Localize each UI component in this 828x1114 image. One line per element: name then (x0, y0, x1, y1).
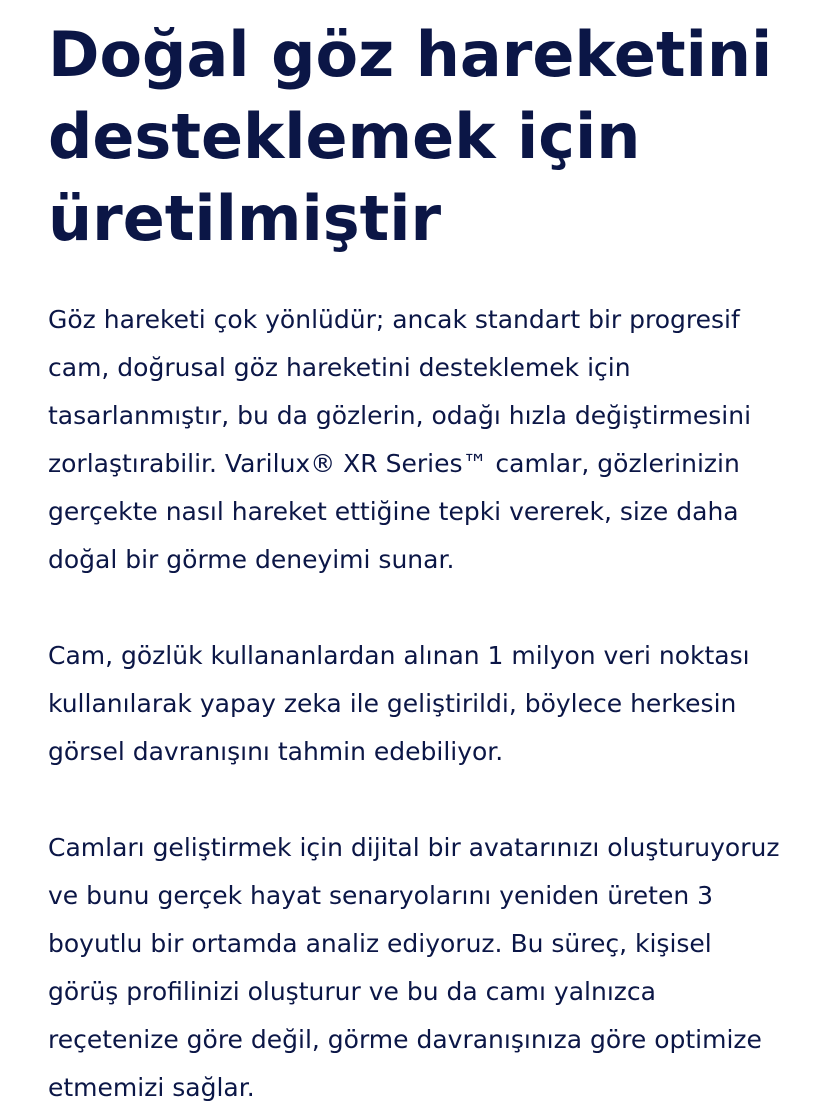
paragraph-digital-avatar: Camları geliştirmek için dijital bir avatarınızı oluşturuyoruz ve bunu gerçek hayat senaryolarını yeniden üreten 3 boyutlu bir ortamda analiz ediyoruz. Bu süreç, kişisel görüş profilinizi oluşturur ve bu da camı yalnızca reçetenize göre değil, görme davranışınıza göre optimize etmemizi sağlar. (48, 833, 780, 1102)
article-section (48, 14, 788, 1112)
paragraph-ai-development: Cam, gözlük kullananlardan alınan 1 milyon veri noktası kullanılarak yapay zeka ile geliştirildi, böylece herkesin görsel davranışını tahmin edebiliyor. (48, 641, 750, 766)
article-body (48, 296, 788, 1112)
paragraph-eye-movement: Göz hareketi çok yönlüdür; ancak standart bir progresif cam, doğrusal göz hareketini desteklemek için tasarlanmıştır, bu da gözlerin, odağı hızla değiştirmesini zorlaştırabilir. Varilux® XR Series™ camlar, gözlerinizin gerçekte nasıl hareket ettiğine tepki vererek, size daha doğal bir görme deneyimi sunar. (48, 305, 752, 574)
page-title: Doğal göz hareketini desteklemek için üretilmiştir (48, 18, 773, 255)
